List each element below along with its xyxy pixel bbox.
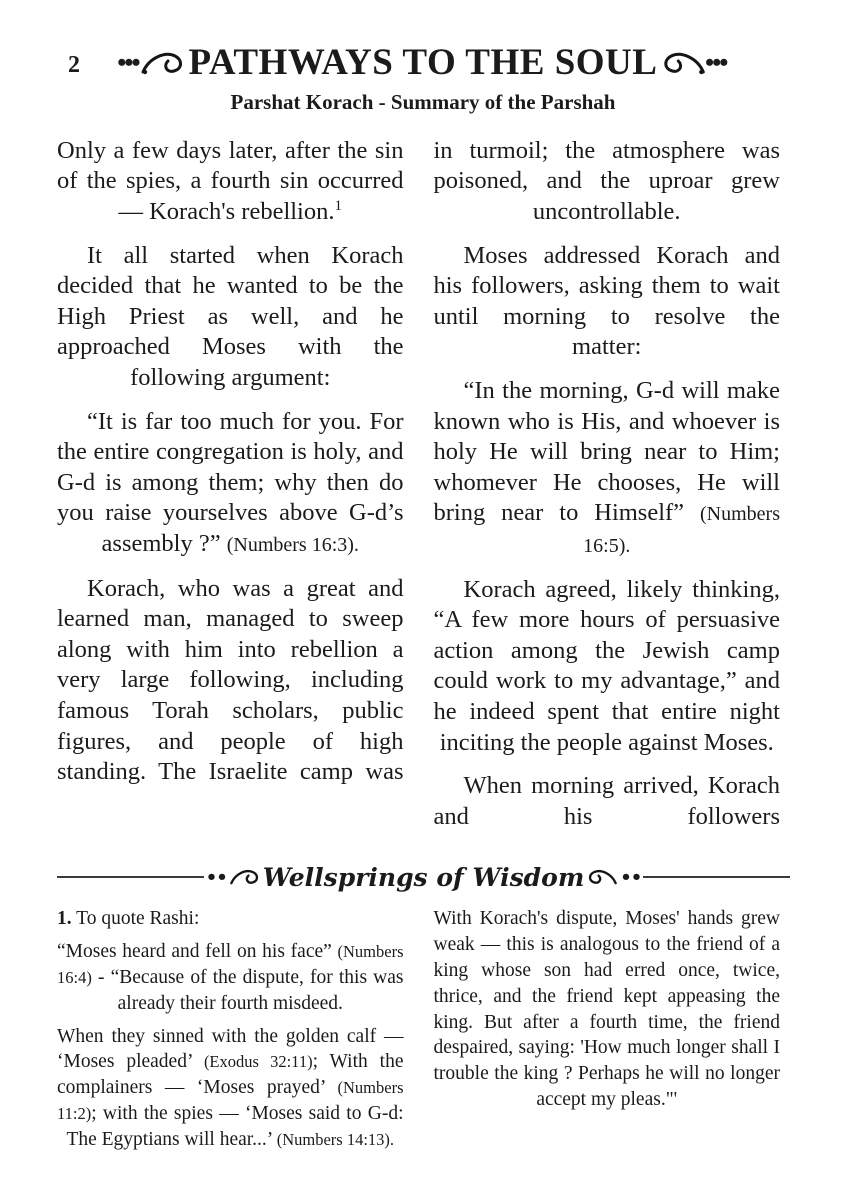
footnote-left-column [57,906,404,1159]
text-run: Korach, who was a great and learned man, managed to sweep along with him into rebellion a very large following, including famous Torah scholars, public figures, and people of high standing. The Israelite camp was [57,574,404,786]
page-title: PATHWAYS TO THE SOUL [188,42,658,83]
text-run: To quote Rashi: [71,908,200,930]
text-run: It all started when Korach decided that he wanted to be the High Priest as well, and he approached Moses with the following argument: [57,241,404,391]
footnote-reference: 1 [334,197,342,214]
text-run: When they sinned with the golden calf — ‘Moses pleaded’ [57,1025,404,1073]
text-run: (Numbers 14:13). [276,1129,395,1149]
divider-line [57,876,204,878]
page-number: 2 [68,52,80,78]
paragraph [434,241,781,363]
page-header [0,0,846,115]
text-run: ; with the spies — ‘Moses said to G-d: The Egyptians will hear...’ [66,1102,404,1150]
divider-label [204,863,644,892]
paragraph [57,939,404,1016]
text-run: (Numbers 16:5). [583,503,780,557]
divider-line [643,876,790,878]
text-run: (Numbers 16:4) [57,942,404,987]
footnote-right-column [434,906,781,1159]
text-run: “Moses heard and fell on his face” [57,941,338,963]
footnote-divider [57,860,790,894]
text-run: With Korach's dispute, Moses' hands grew weak — this is analogous to the friend of a king whose son had erred once, twice, thrice, and the friend kept appeasing the king. But after a fourth time, the friend despaired, saying: 'How much longer shall I trouble the king ? Perhaps he will no longer accept my pleas."' [433,908,780,1110]
text-run: (Numbers 16:3). [226,533,359,556]
text-run: Korach agreed, likely thinking, “A few more hours of persuasive action among the Jewish camp could work to my advantage,” and he indeed spent that entire night inciting the people against Moses. [433,575,780,756]
page-subtitle: Parshat Korach - Summary of the Parshah [230,89,616,114]
paragraph [434,906,781,1112]
paragraph [57,241,404,394]
left-column [57,136,404,845]
paragraph [57,574,404,788]
ornament-dots: •• [620,866,642,888]
ornament-dots: ••• [707,48,729,78]
paragraph [57,1024,404,1153]
text-run: (Numbers 11:2) [57,1078,404,1123]
paragraph [57,136,404,228]
text-run: Only a few days later, after the sin of the spies, a fourth sin occurred — Korach's rebellion. [57,136,404,226]
text-run: (Exodus 32:11) [203,1052,313,1072]
text-run: ; With the complainers — ‘Moses prayed’ [57,1051,404,1099]
right-flourish-icon [661,48,728,78]
paragraph [434,771,781,832]
paragraph [57,906,404,932]
text-run: Moses addressed Korach and his followers, asking them to wait until morning to resolve the matter: [433,241,780,361]
title-row [0,44,846,83]
text-run: in turmoil; the atmosphere was poisoned, and the uproar grew uncontrollable. [433,136,780,226]
text-run: 1. [57,908,72,930]
floral-swirl-icon [141,48,185,78]
divider-label-text: Wellsprings of Wisdom [262,862,585,892]
paragraph [434,136,781,228]
text-run: “It is far too much for you. For the entire congregation is holy, and G-d is among them; why then do you raise yourselves above G-d’s assembly ?” [57,407,404,557]
footnotes-section [57,906,780,1159]
left-flourish-icon [117,48,184,78]
paragraph [57,407,404,561]
floral-swirl-icon [230,866,260,888]
right-column [434,136,781,845]
ornament-dots: •• [205,866,227,888]
paragraph [434,376,781,562]
paragraph [434,575,781,759]
text-run: - “Because of the dispute, for this was already their fourth misdeed. [91,966,404,1014]
ornament-dots: ••• [117,48,139,78]
text-run: “In the morning, G-d will make known who is His, and whoever is holy He will bring near to Him; whomever He chooses, He will bring near to Himself” [433,377,780,527]
main-text [57,136,780,845]
floral-swirl-icon [661,48,705,78]
text-run: When morning arrived, Korach and his followers [433,772,780,830]
floral-swirl-icon [587,866,617,888]
